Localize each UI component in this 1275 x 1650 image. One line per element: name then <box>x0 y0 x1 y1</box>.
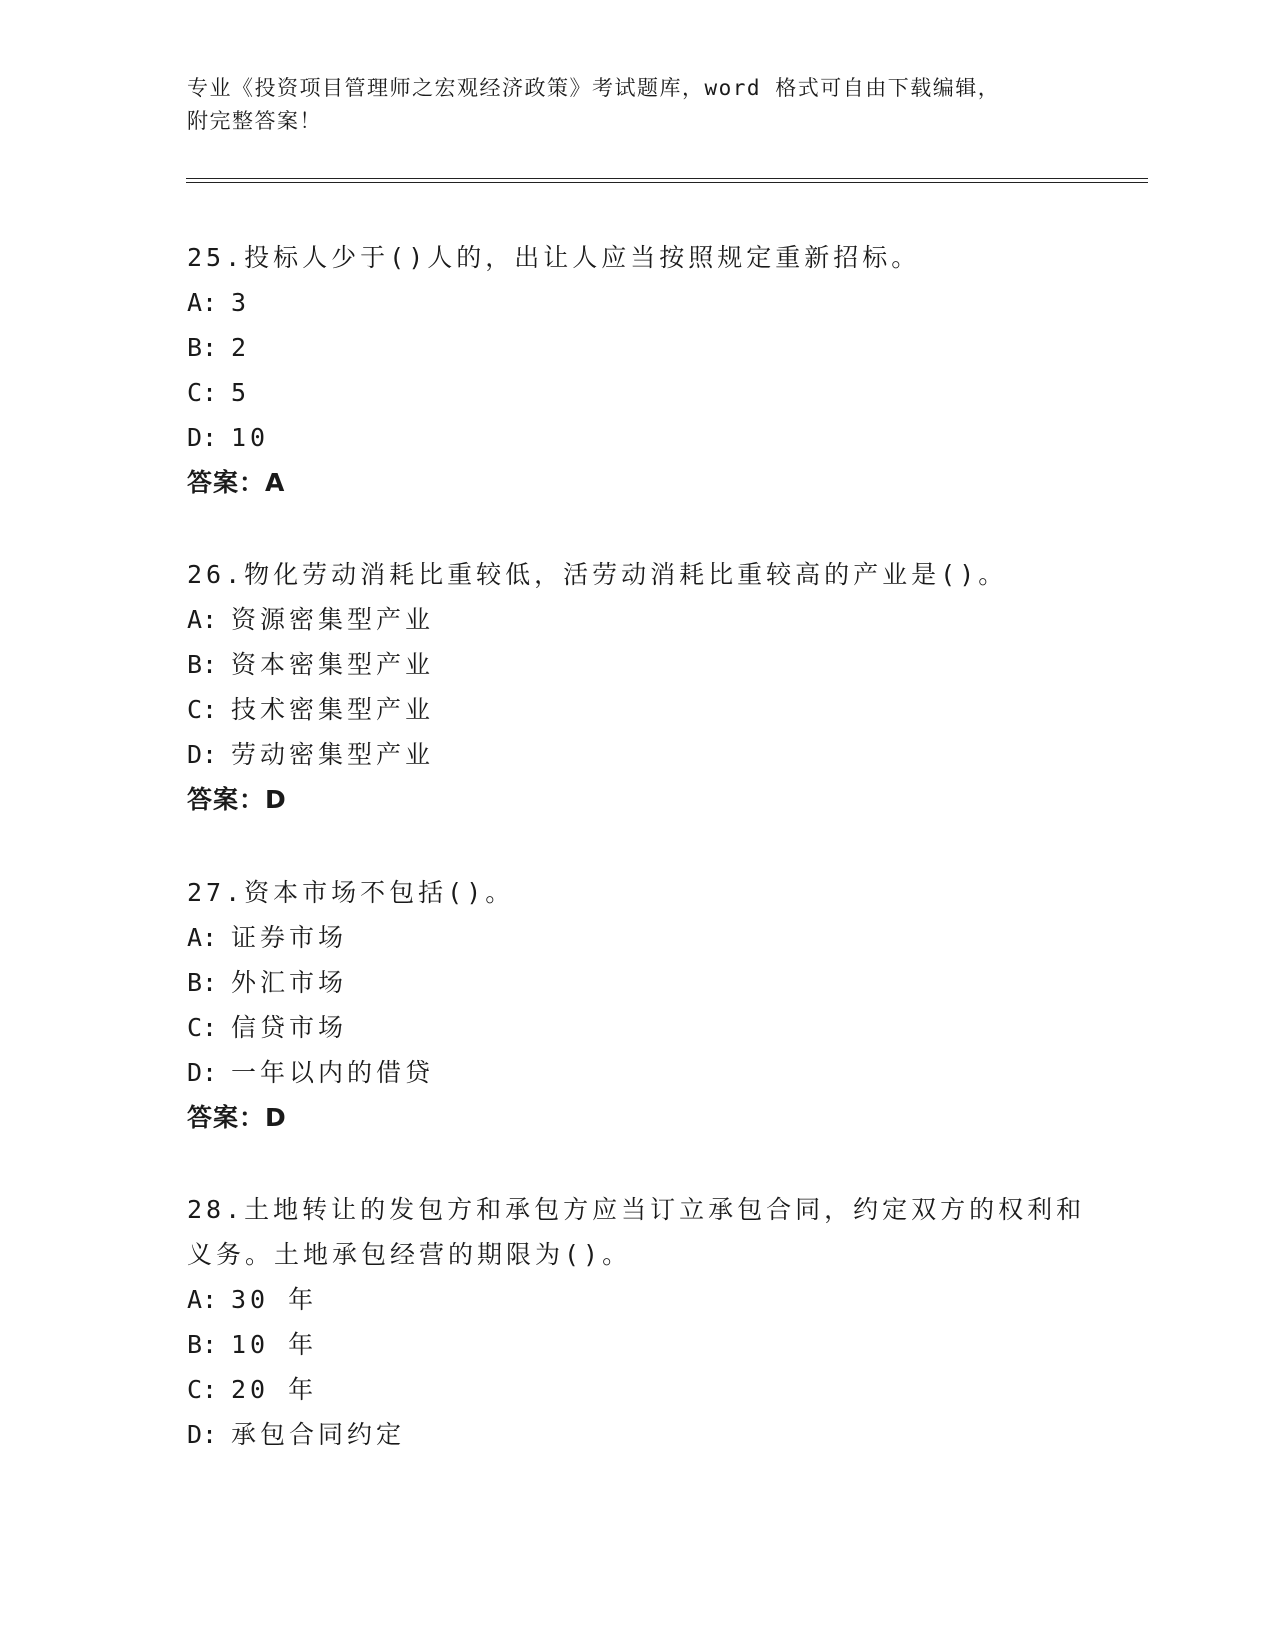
option-text: 30 年 <box>231 1285 318 1314</box>
option-d <box>187 1412 1087 1457</box>
question-stem-line-2: 义务。土地承包经营的期限为()。 <box>187 1240 632 1269</box>
option-b <box>187 325 1087 370</box>
question-25 <box>187 235 1087 505</box>
option-letter: A: <box>187 1285 218 1314</box>
option-text: 承包合同约定 <box>231 1420 406 1449</box>
option-d <box>187 415 1087 460</box>
option-c <box>187 1005 1087 1050</box>
option-text: 资源密集型产业 <box>231 605 435 634</box>
option-b <box>187 1322 1087 1367</box>
option-text: 20 年 <box>231 1375 318 1404</box>
option-letter: B: <box>187 1330 218 1359</box>
option-letter: D: <box>187 1058 218 1087</box>
option-c <box>187 1367 1087 1412</box>
answer: 答案：A <box>187 468 286 497</box>
option-letter: C: <box>187 1013 218 1042</box>
option-text: 资本密集型产业 <box>231 650 435 679</box>
option-text: 劳动密集型产业 <box>231 740 435 769</box>
option-text: 5 <box>231 378 251 407</box>
option-b <box>187 960 1087 1005</box>
option-text: 技术密集型产业 <box>231 695 435 724</box>
option-letter: C: <box>187 1375 218 1404</box>
header-line-1: 专业《投资项目管理师之宏观经济政策》考试题库，word 格式可自由下载编辑， <box>187 76 1001 100</box>
question-28 <box>187 1187 1087 1457</box>
option-letter: D: <box>187 740 218 769</box>
option-text: 3 <box>231 288 251 317</box>
option-a <box>187 280 1087 325</box>
answer: 答案：D <box>187 785 287 814</box>
header-double-rule <box>186 178 1148 183</box>
option-text: 一年以内的借贷 <box>231 1058 435 1087</box>
option-letter: A: <box>187 605 218 634</box>
option-d <box>187 1050 1087 1095</box>
option-text: 证券市场 <box>231 923 348 952</box>
option-letter: D: <box>187 423 218 452</box>
answer: 答案：D <box>187 1103 287 1132</box>
option-letter: C: <box>187 695 218 724</box>
option-letter: B: <box>187 968 218 997</box>
option-b <box>187 642 1087 687</box>
option-a <box>187 597 1087 642</box>
option-text: 10 <box>231 423 270 452</box>
option-letter: B: <box>187 650 218 679</box>
question-stem: 25.投标人少于()人的，出让人应当按照规定重新招标。 <box>187 243 921 272</box>
option-d <box>187 732 1087 777</box>
option-text: 外汇市场 <box>231 968 348 997</box>
header-line-2: 附完整答案！ <box>187 109 322 133</box>
question-stem: 26.物化劳动消耗比重较低，活劳动消耗比重较高的产业是()。 <box>187 560 1008 589</box>
document-header <box>187 72 1067 138</box>
question-27 <box>187 870 1087 1140</box>
option-letter: A: <box>187 923 218 952</box>
option-letter: D: <box>187 1420 218 1449</box>
option-text: 信贷市场 <box>231 1013 348 1042</box>
question-stem-line-1: 28.土地转让的发包方和承包方应当订立承包合同，约定双方的权利和 <box>187 1195 1086 1224</box>
option-text: 2 <box>231 333 251 362</box>
option-letter: C: <box>187 378 218 407</box>
option-a <box>187 1277 1087 1322</box>
option-a <box>187 915 1087 960</box>
question-stem: 27.资本市场不包括()。 <box>187 878 515 907</box>
option-c <box>187 370 1087 415</box>
option-letter: A: <box>187 288 218 317</box>
option-c <box>187 687 1087 732</box>
option-letter: B: <box>187 333 218 362</box>
option-text: 10 年 <box>231 1330 318 1359</box>
question-26 <box>187 552 1087 822</box>
